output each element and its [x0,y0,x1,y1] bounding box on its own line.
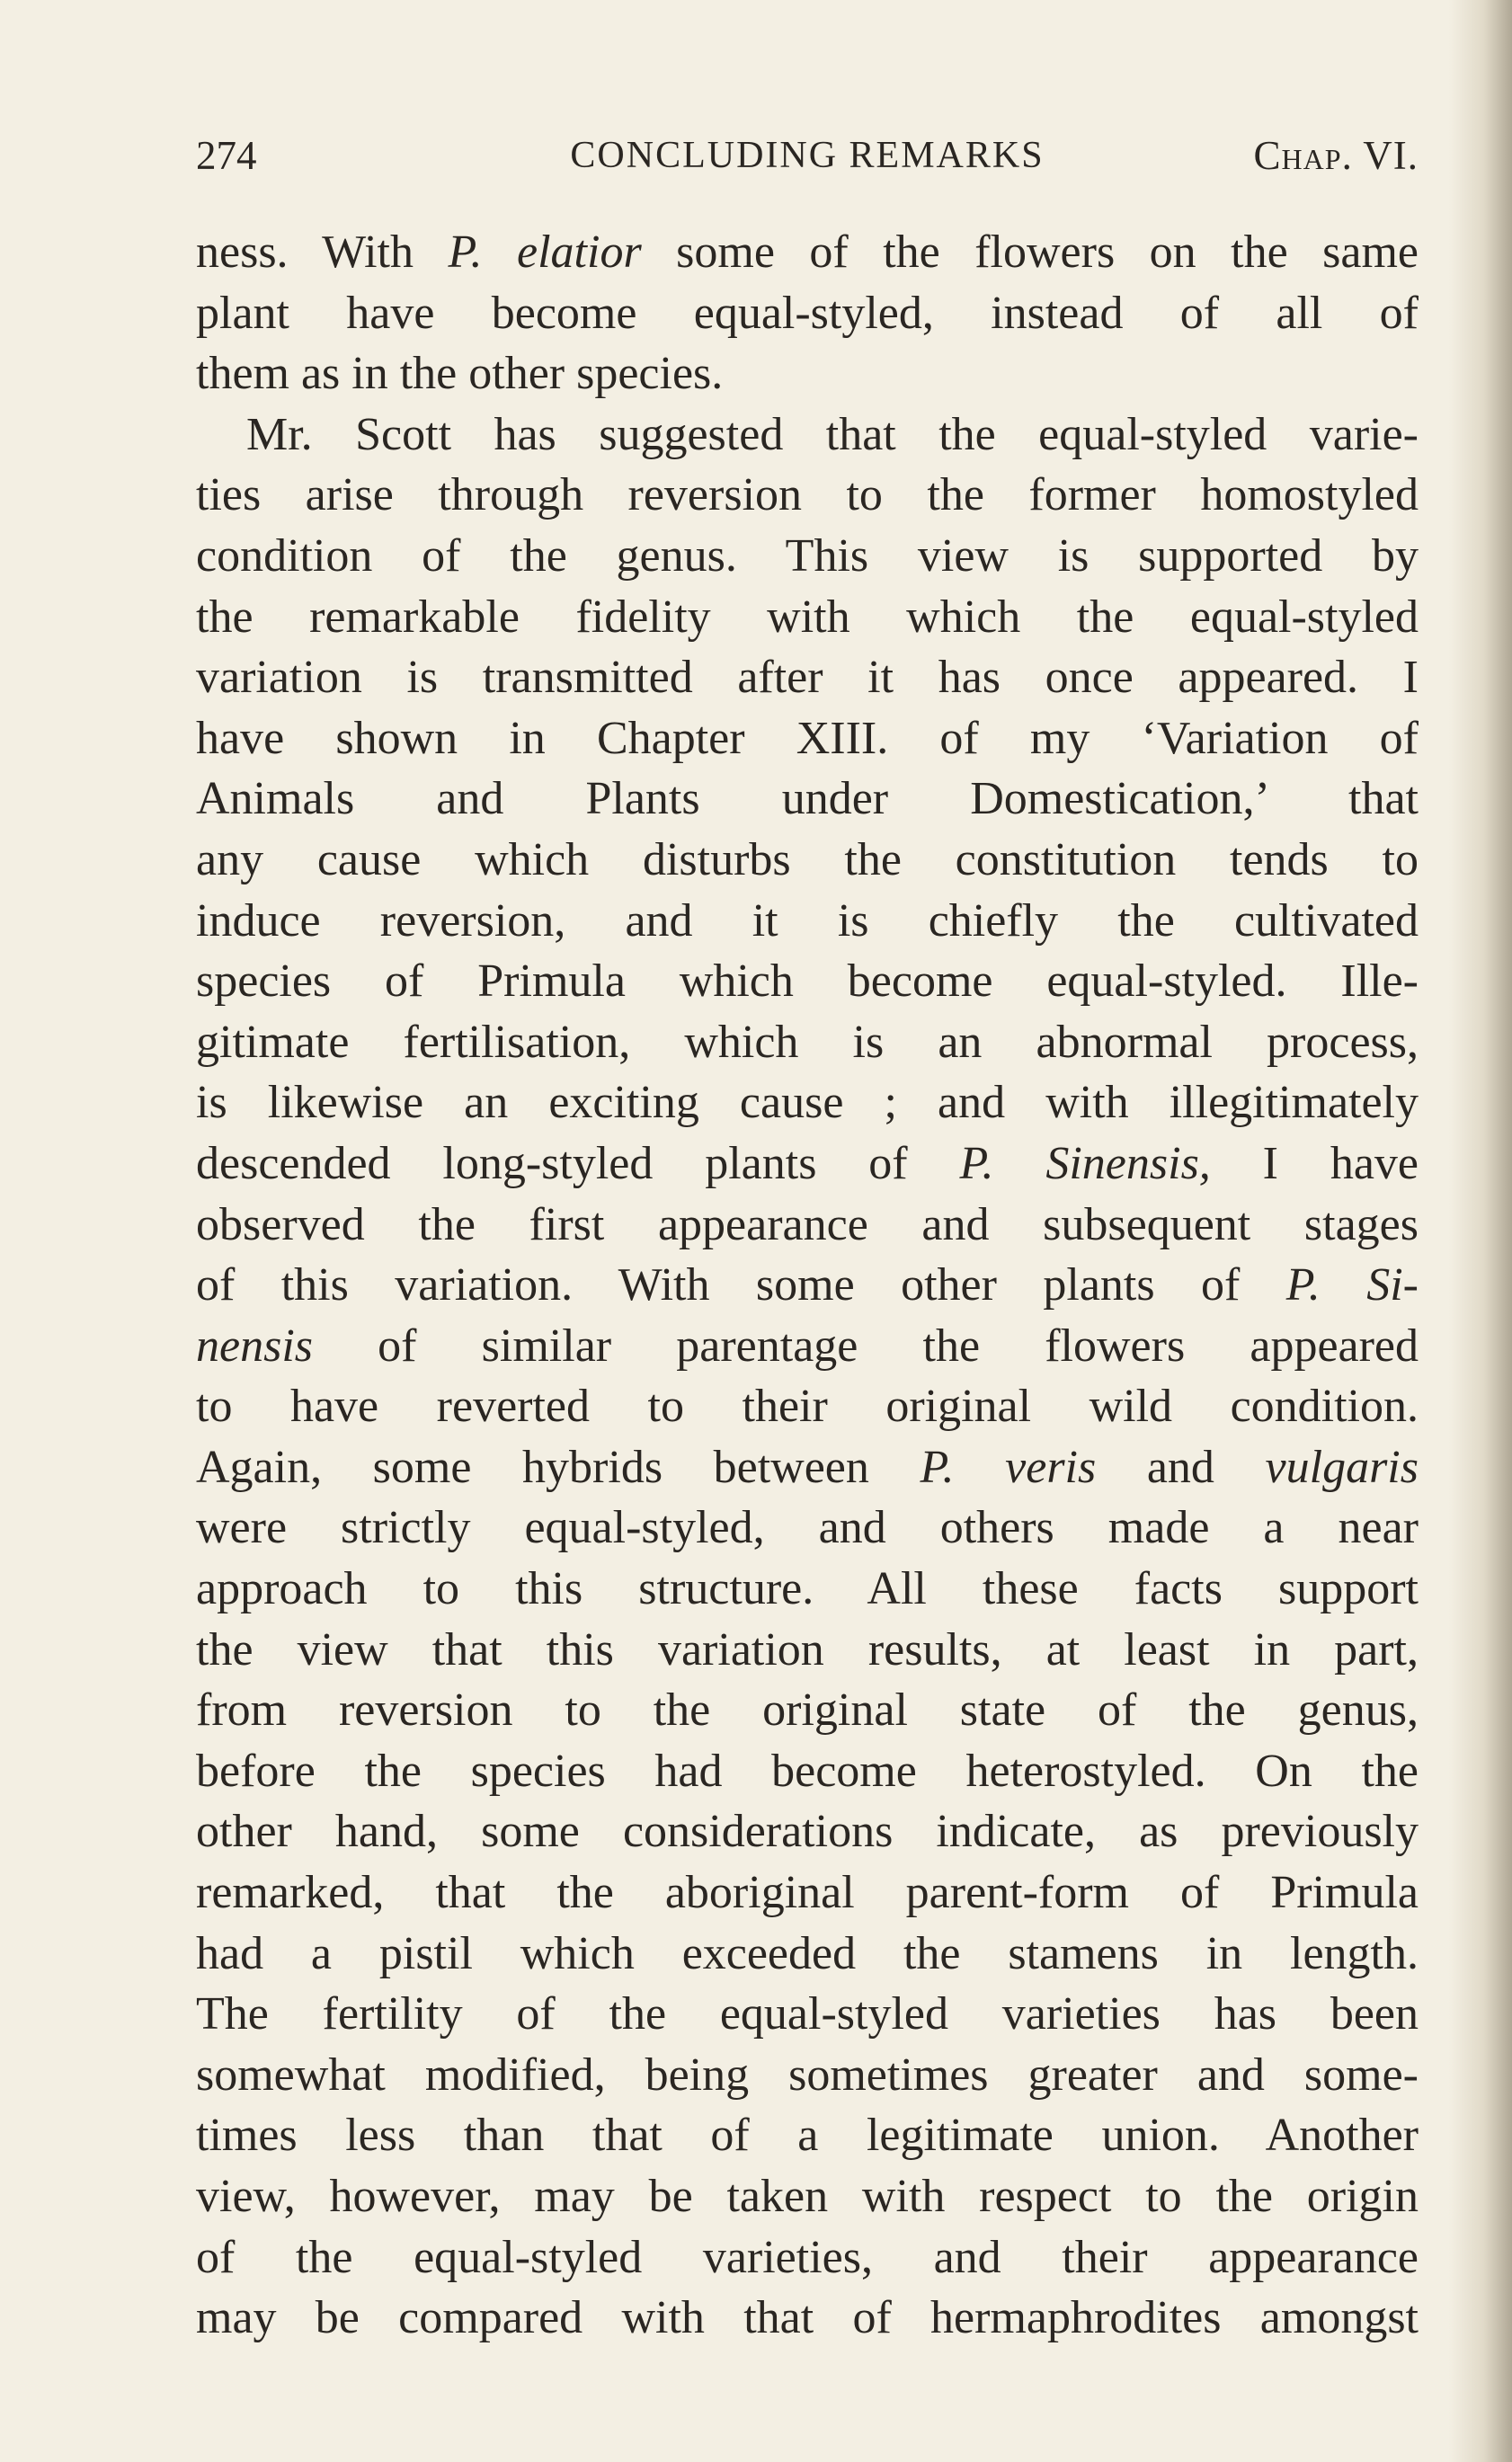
page-number: 274 [196,133,257,178]
text-line: Animals and Plants under Domestication,’ that [196,773,1419,825]
running-head [196,124,1419,187]
text-line: view, however, may be taken with respect to the origin [196,2171,1419,2222]
species-name: P. Si- [1285,1259,1419,1311]
text-line: the remarkable fidelity with which the equal-styled [196,591,1419,643]
text-line: remarked, that the aboriginal parent-form of Primula [196,1867,1419,1919]
running-title: CONCLUDING REMARKS [570,135,1045,176]
text-line: somewhat modified, being sometimes greater and some- [196,2049,1419,2101]
body-text [196,222,1419,2349]
species-name: P. Sinensis, [959,1137,1211,1189]
text-line: is likewise an exciting cause ; and with illegitimately [196,1077,1419,1129]
text-segment: some of the flowers on the same [641,227,1419,278]
text-line: of the equal-styled varieties, and their appearance [196,2231,1419,2283]
text-line: other hand, some considerations indicate, as previously [196,1806,1419,1858]
text-line: to have reverted to their original wild condition. [196,1381,1419,1433]
text-segment: descended long-styled plants of [196,1137,960,1189]
text-segment: Again, some hybrids between [196,1441,921,1493]
text-line: were strictly equal-styled, and others made a near [196,1502,1419,1554]
text-line: from reversion to the original state of the genus, [196,1684,1419,1737]
text-line: condition of the genus. This view is supported by [196,529,1419,582]
text-line: may be compared with that of hermaphrodites amongst [196,2292,1419,2344]
text-line: The fertility of the equal-styled varieties has been [196,1988,1419,2040]
text-segment: ness. With [196,227,449,278]
text-segment: I have [1210,1137,1419,1189]
text-line: them as in the other species. [196,348,724,400]
species-name: vulgaris [1265,1441,1419,1493]
page-edge-shadow [1449,0,1512,2462]
text-segment: of similar parentage the flowers appeared [313,1320,1419,1372]
text-line: had a pistil which exceeded the stamens in length. [196,1927,1419,1979]
text-line: variation is transmitted after it has once appeared. I [196,652,1419,704]
species-name: P. elatior [448,227,642,278]
species-name: P. veris [920,1441,1097,1493]
text-segment: of this variation. With some other plants of [196,1259,1286,1311]
text-line [196,1316,1419,1377]
text-line: before the species had become heterostyled. On the [196,1745,1419,1797]
text-line: the view that this variation results, at least in part, [196,1623,1419,1675]
text-line [196,1437,1419,1498]
text-line: plant have become equal-styled, instead of all of [196,287,1419,339]
text-line: approach to this structure. All these facts support [196,1563,1419,1615]
chapter-reference: Chap. VI. [1253,133,1419,178]
text-line: have shown in Chapter XIII. of my ‘Variation of [196,712,1419,764]
species-name: nensis [196,1320,313,1372]
text-line: times less than that of a legitimate union. Another [196,2110,1419,2162]
text-line: induce reversion, and it is chiefly the cultivated [196,894,1419,947]
text-line: gitimate fertilisation, which is an abnormal process, [196,1016,1419,1068]
text-line [196,1133,1419,1195]
text-line: species of Primula which become equal-styled. Ille- [196,955,1419,1008]
text-line: any cause which disturbs the constitution tends to [196,833,1419,885]
text-line: observed the first appearance and subsequent stages [196,1198,1419,1250]
text-line: ties arise through reversion to the former homostyled [196,469,1419,521]
text-line [196,222,1419,283]
text-line: Mr. Scott has suggested that the equal-styled varie- [246,408,1419,460]
text-line [196,1255,1419,1316]
text-segment: and [1096,1441,1266,1493]
